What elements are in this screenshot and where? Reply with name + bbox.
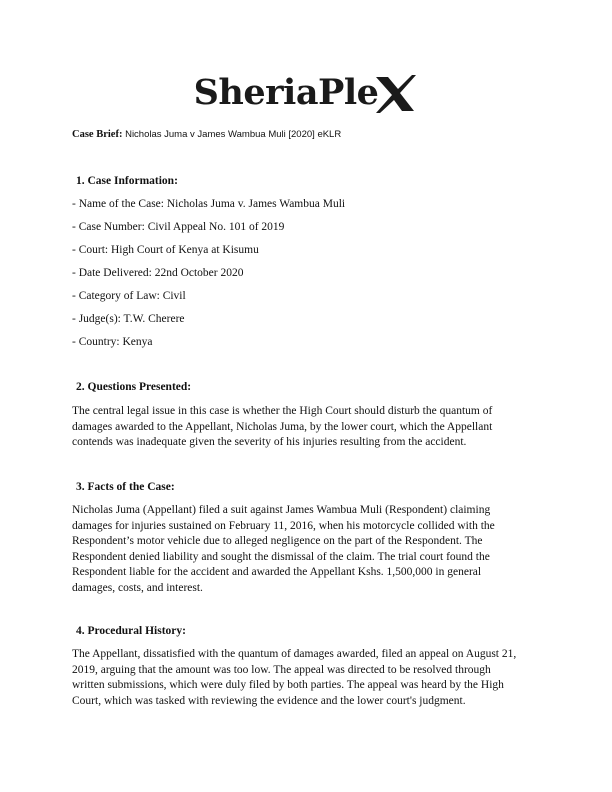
paragraph-line: Nicholas Juma (Appellant) filed a suit against James Wambua Muli (Respondent) claiming <box>72 504 491 516</box>
paragraph-line: The central legal issue in this case is whether the High Court should disturb the quantum of <box>72 405 493 417</box>
logo-text: SheriaPle <box>193 72 379 113</box>
paragraph-line: damages, costs, and interest. <box>72 581 203 594</box>
logo-x-mark <box>374 73 418 113</box>
questions-paragraph <box>72 404 544 451</box>
paragraph-line: Respondent’s motor vehicle due to alleged negligence on the part of the Respondent. The <box>72 535 483 548</box>
case-brief-title: Nicholas Juma v James Wambua Muli [2020] eKLR <box>125 129 342 140</box>
case-brief-label: Case Brief: <box>72 129 123 140</box>
paragraph-line: damages awarded to the Appellant, Nicholas Juma, by the lower court, which the Appellant <box>72 420 493 433</box>
paragraph-line: contends was inadequate given the severity of his injuries resulting from the accident. <box>72 436 467 449</box>
section-heading-case-information: 1. Case Information: <box>76 175 178 187</box>
info-item: - Date Delivered: 22nd October 2020 <box>72 267 244 279</box>
info-item: - Name of the Case: Nicholas Juma v. James Wambua Muli <box>72 198 346 210</box>
info-item: - Case Number: Civil Appeal No. 101 of 2019 <box>72 221 285 233</box>
paragraph-line: Respondent liable for the accident and awarded the Appellant Kshs. 1,500,000 in general <box>72 566 482 579</box>
paragraph-line: Court, which was tasked with reviewing the evidence and the lower court's judgment. <box>72 694 466 707</box>
info-item: - Country: Kenya <box>72 336 153 348</box>
paragraph-line: Respondent denied liability and sought the dismissal of the claim. The trial court found the <box>72 550 490 563</box>
info-item: - Category of Law: Civil <box>72 290 186 302</box>
section-heading-questions-presented: 2. Questions Presented: <box>76 381 192 393</box>
info-item: - Judge(s): T.W. Cherere <box>72 313 185 325</box>
info-item: - Court: High Court of Kenya at Kisumu <box>72 244 259 256</box>
facts-paragraph <box>72 503 544 597</box>
procedural-paragraph <box>72 647 544 709</box>
case-brief-line <box>72 129 341 140</box>
paragraph-line: damages for injuries sustained on February 11, 2016, when his motorcycle collided with the <box>72 519 495 532</box>
paragraph-line: written submissions, which were duly filed by both parties. The appeal was heard by the High <box>72 679 504 692</box>
paragraph-line: 2019, arguing that the amount was too low. The appeal was directed to be resolved through <box>72 663 491 676</box>
section-heading-facts-of-the-case: 3. Facts of the Case: <box>76 481 175 493</box>
sheriaplex-logo <box>0 72 612 122</box>
paragraph-line: The Appellant, dissatisfied with the quantum of damages awarded, filed an appeal on August 21, <box>72 648 517 660</box>
section-heading-procedural-history: 4. Procedural History: <box>76 625 186 637</box>
